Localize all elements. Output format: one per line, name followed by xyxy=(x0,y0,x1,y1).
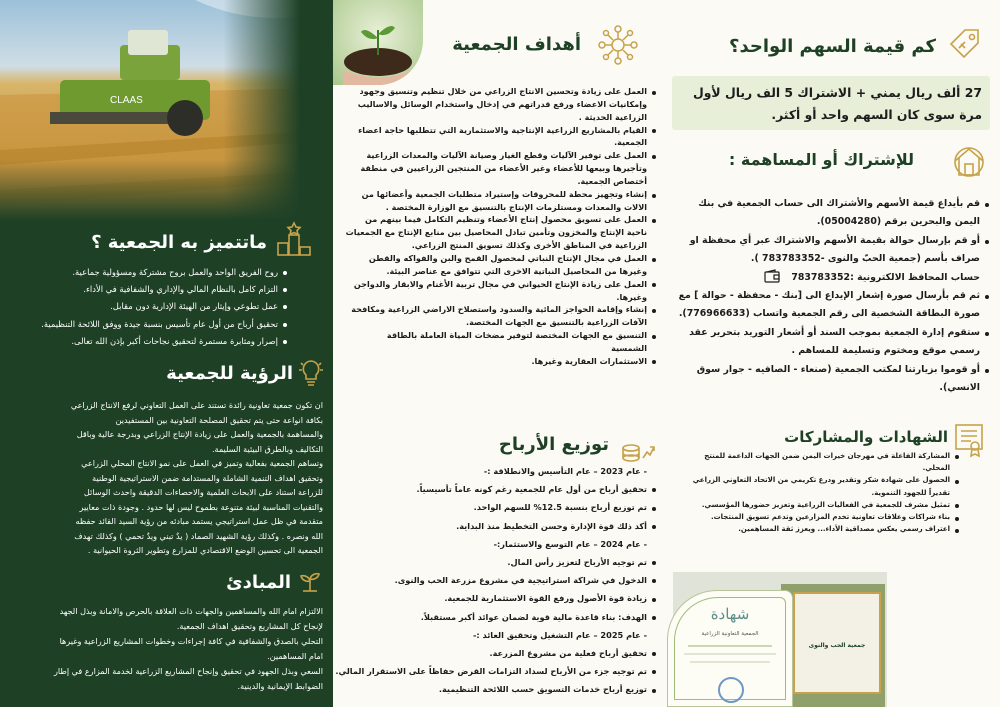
text-line: اعتراف رسمي يعكس مصداقية الأداء... ويعزز ثقة المساهمين. xyxy=(680,523,960,535)
text-line: المشاركة الفاعلة في مهرجان خيرات اليمن ضمن الجهات الداعمة للمنتج xyxy=(680,450,960,462)
harvest-photo xyxy=(0,0,333,220)
subscribe-text xyxy=(668,195,990,397)
bullet-dot xyxy=(652,155,656,159)
principles-title: المبادئ xyxy=(226,572,291,593)
network-icon xyxy=(595,22,641,68)
goals-title: أهداف الجمعية xyxy=(452,34,581,55)
text-line: العمل على تسويق محصول إنتاج الأعضاء وتنظيم التكامل فيما بينهم من xyxy=(335,213,657,226)
bullet-dot xyxy=(985,240,989,244)
text-line: الهدف: بناء قاعدة مالية قوية لضمان عوائد أكبر مستقبلاً. xyxy=(335,608,657,626)
text-line: الحصول على شهادة شكر وتقدير ودرع تكريمي من الاتحاد التعاوني الزراعي xyxy=(680,474,960,486)
distinct-title: ماتتميز به الجمعية ؟ xyxy=(91,232,267,253)
text-line: الشمسية xyxy=(611,342,647,353)
principles-text xyxy=(3,604,323,694)
svg-text:CLAAS: CLAAS xyxy=(110,95,143,106)
bullet-dot xyxy=(955,529,959,533)
text-line: الضوابط الإيمانية والدينية. xyxy=(237,681,323,691)
text-line: رسمي موقع ومختوم وتسليمة للمساهم . xyxy=(791,345,980,357)
text-line: بكافة انواعة حتى يتم تحقيق المصلحة التعاونية بين المستفيدين xyxy=(115,414,323,425)
text-line: الله ونصره . وكذلك رؤية الشهيد الصماد ( يدٌ تبني ويدٌ تحمي ) وكذلك تهدف xyxy=(74,530,323,541)
bullet-dot xyxy=(652,598,656,602)
price-tag-icon xyxy=(945,24,985,64)
certificate-word: شهادة xyxy=(710,605,750,623)
text-line: الالتزام امام الله والمساهمين والجهات ذات العلاقة بالحرص والامانة وبذل الجهد xyxy=(59,606,323,616)
bullet-dot xyxy=(985,369,989,373)
text-line: إنشاء وإقامة الحواجز المائية والسدود واستصلاح الاراضي الزراعية ومكافحة xyxy=(335,303,657,316)
bullet-dot xyxy=(652,309,656,313)
profits-title: توزيع الأرباح xyxy=(498,434,609,455)
text-line: العمل في مجال الإنتاج النباتي لمحصول القمح والبن والفواكه والقطن xyxy=(335,252,657,265)
certs-text xyxy=(680,450,960,535)
text-line: تقديراً للجهود التنموية. xyxy=(871,488,950,497)
text-line: صورة البطاقة الشخصية الى رقم الجمعية واتساب (776966633). xyxy=(678,308,980,320)
text-line: وتساهم الجمعية بفعالية وتميز في العمل على نمو الانتاج المحلي الزراعي xyxy=(81,458,323,468)
text-line: الدخول في شراكة استراتيجية في مشروع مزرعة الحب والنوى. xyxy=(335,571,657,589)
text-line: ان تكون جمعية تعاونية رائدة تستند على العمل التعاوني لرفع الانتاج الزراعي xyxy=(70,400,323,410)
text-line: وتأجيرها وبيعها للأعضاء وغير الأعضاء من المنتجين الزراعيين في منطقة xyxy=(360,163,647,174)
text-line: ناحية الإنتاج والمخزون وتأمين تبادل المحاصيل بين منابع الإنتاج مع الجمعيات xyxy=(345,227,647,238)
vision-title: الرؤية للجمعية xyxy=(166,363,293,384)
text-line: لإنجاح كل المشاريع وتحقيق اهداف الجمعية. xyxy=(176,621,323,631)
bullet-dot xyxy=(955,480,959,484)
text-line: الالات والمعدات ومستلزمات الإنتاج بالتنسيق مع الوزارة المختصة . xyxy=(385,201,647,212)
distinct-item: تحقيق أرباح من أول عام تأسيس بنسبة جيدة ووفق اللائحة التنظيمية. xyxy=(7,318,287,331)
text-line: الجمعية الى تحسين الوضع الاقتصادي للمزارع وتطوير الثروة الحيوانية . xyxy=(87,545,323,555)
wallet-icon xyxy=(763,268,781,284)
text-line: - عام 2023 – عام التأسيس والانطلاقة :- xyxy=(483,466,647,476)
text-line: أو قم بإرسال حوالة بقيمة الأسهم والاشتراك عبر أي محفظة او xyxy=(668,232,990,250)
text-line: الجمعية. xyxy=(614,137,647,148)
text-line: العمل على زيادة وتحسين الانتاج الزراعي من خلال تنظيم وتنسيق وجهود xyxy=(335,85,657,98)
bullet-dot xyxy=(652,561,656,565)
certificate-org-name: جمعية الحب والنوى xyxy=(808,642,866,649)
bullet-dot xyxy=(652,652,656,656)
podium-icon xyxy=(272,218,316,260)
bullet-dot xyxy=(955,504,959,508)
text-line: تحقيق أرباح فعلية من مشروع المزرعة. xyxy=(335,644,657,662)
bullet-dot xyxy=(652,689,656,693)
text-line: المحلي. xyxy=(922,464,950,473)
text-line: والتقنيات المناسبة لبيئة متنوعة بطموح ليس لها حدود . وجودة ذات معايير xyxy=(79,501,323,512)
text-line: وغيرها من المحاصيل النباتية الاخرى التي تتوافق مع عناصر البيئة. xyxy=(386,265,647,276)
bullet-dot xyxy=(955,455,959,459)
text-line: تم توزيع أرباح بنسبة 12.5% للسهم الواحد. xyxy=(335,498,657,516)
bullet-dot xyxy=(652,579,656,583)
text-line: الزراعية في المناطق الأخرى وكذلك تسويق المنتج الزراعي. xyxy=(411,240,647,251)
bullet-dot xyxy=(652,258,656,262)
bulb-icon xyxy=(296,357,326,387)
right-panel xyxy=(667,0,1000,707)
text-line: زيادة قوة الأصول ورفع القوة الاستثمارية للجمعية. xyxy=(335,589,657,607)
seedling-icon xyxy=(333,0,423,85)
distinct-item: روح الفريق الواحد والعمل بروح مشتركة ومسؤولية جماعية. xyxy=(7,266,287,279)
text-line: اليمن والبحرين برقم (05004280). xyxy=(816,216,980,228)
text-line: تمثيل مشرف للجمعية في الفعاليات الزراعية وتعزيز حضورها المؤسسي. xyxy=(680,499,960,511)
bullet-dot xyxy=(652,219,656,223)
text-line: امام المساهمين. xyxy=(267,651,323,661)
text-line: وتحقيق اهداف التنمية الشاملة والمستدامة ضمن الاستراتيجية الوطنية xyxy=(92,472,323,483)
bullet-dot xyxy=(985,203,989,207)
text-line: - عام 2025 – عام التشغيل وتحقيق العائد :- xyxy=(472,629,647,640)
text-line: وإمكانيات الاعضاء ورفع قدراتهم في إدخال واستخدام الوسائل والاساليب xyxy=(357,98,647,109)
bullet-dot xyxy=(652,129,656,133)
middle-panel xyxy=(333,0,667,707)
bullet-dot xyxy=(985,295,989,299)
bullet-dot xyxy=(652,670,656,674)
text-line: الانسي). xyxy=(939,382,980,394)
certificate-document xyxy=(667,590,793,707)
bullet-dot xyxy=(652,194,656,198)
text-line: العمل على توفير الآليات وقطع الغيار وصيانة الآليات والمعدات الزراعية xyxy=(335,149,657,162)
bullet-dot xyxy=(652,360,656,364)
text-line: وغيرها. xyxy=(616,291,647,302)
subscribe-title: للإشتراك أو المساهمة : xyxy=(728,150,914,169)
distinct-item: التزام كامل بالنظام المالي والإداري والشفافية في الأداء. xyxy=(7,283,287,296)
bullet-dot xyxy=(652,335,656,339)
bullet-dot xyxy=(652,507,656,511)
text-line: العمل على زيادة الإنتاج الحيواني في مجال تربية الأغنام والابقار والدواجن xyxy=(335,278,657,291)
text-line: تحقيق أرباح من أول عام للجمعية رغم كونه عاماً تأسيسياً. xyxy=(335,480,657,498)
distinct-list xyxy=(7,266,287,352)
bullet-dot xyxy=(652,91,656,95)
text-line: - عام 2024 – عام التوسع والاستثمار:- xyxy=(493,538,647,549)
bullet-dot xyxy=(985,332,989,336)
text-line: التنسيق مع الجهات المختصة لتوفير مضخات المياة العاملة بالطاقة xyxy=(335,329,657,342)
text-line: التكاليف وبالطرق البيئية السليمة. xyxy=(211,443,323,454)
text-line: تم توجيه الأرباح لتعزيز رأس المال. xyxy=(335,553,657,571)
seedling-photo xyxy=(333,0,423,85)
certificate-sub: الجمعية التعاونية الزراعية xyxy=(701,631,759,637)
text-line: إنشاء وتجهيز محطة للمحروقات وإستيراد متطلبات الجمعية وأعضائها من xyxy=(335,188,657,201)
share-text: 27 ألف ريال يمني + الاشتراك 5 الف ريال لأول مرة سوى كان السهم واحد أو أكثر. xyxy=(692,85,982,122)
text-line: أكد ذلك قوة الإدارة وحسن التخطيط منذ البداية. xyxy=(335,517,657,535)
text-line: ثم قم بأرسال صورة إشعار الإيداع الى [بنك - محفظة - حوالة ] مع xyxy=(668,287,990,305)
vision-text xyxy=(5,398,323,558)
text-line: تم توجيه جزء من الأرباح لسداد التزامات القرض حفاظاً على الاستقرار المالي. xyxy=(335,662,657,680)
bullet-dot xyxy=(955,517,959,521)
distinct-item: عمل تطوعي وإيثار من الهيئة الإدارية دون مقابل. xyxy=(7,300,287,313)
certs-title: الشهادات والمشاركات xyxy=(784,428,948,446)
text-line: القيام بالمشاريع الزراعية الإنتاجية والاستثمارية التي تتطلبها حاجة اعضاء xyxy=(335,124,657,137)
bullet-dot xyxy=(652,488,656,492)
text-line: والمساهمة بالجمعية والعمل على زيادة الإنتاج الزراعي وبدرجة عالية وباقل xyxy=(76,429,323,439)
text-line: الآفات الزراعية بالتنسيق مع الجهات المختصة. xyxy=(466,317,647,328)
bullet-dot xyxy=(652,525,656,529)
profits-text xyxy=(335,462,657,699)
text-line: ستقوم إدارة الجمعية بموجب السند أو أشعار التوريد بتحرير عقد xyxy=(668,324,990,342)
text-line: أختصاص الجمعية. xyxy=(577,175,647,186)
bullet-dot xyxy=(652,616,656,620)
text-line: أو قوموا بزيارتنا لمكتب الجمعية (صنعاء - الصافيه - جوار سوق xyxy=(668,361,990,379)
left-panel xyxy=(0,0,333,707)
house-icon xyxy=(949,142,989,182)
text-line: صراف بأسم (جمعية الحبّ والنوى -783783352 ). xyxy=(750,253,980,265)
seedling-small-icon xyxy=(296,567,324,595)
bullet-dot xyxy=(652,283,656,287)
text-line: السعي وبذل الجهود في تحقيق وإنجاح المشاريع الزراعية لخدمة المزارع في إطار xyxy=(54,666,323,676)
text-line: توزيع أرباح خدمات التسويق حسب اللائحة التنظيمية. xyxy=(335,680,657,698)
text-line: قم بأيداع قيمة الأسهم والأشتراك الى حساب الجمعية في بنك xyxy=(668,195,990,213)
goals-text xyxy=(335,85,657,368)
text-line: متقدمة في ظل عمل استراتيجي يستمد مبادئه من رؤية السيد القائد حفظه xyxy=(75,516,323,526)
text-line: بناء شراكات وعلاقات تعاونية تخدم المزارعين وتدعم تسويق المنتجات. xyxy=(680,511,960,523)
text-line: الزراعية الحديثة . xyxy=(578,111,647,122)
share-title: كم قيمة السهم الواحد؟ xyxy=(729,36,936,57)
text-line: حساب المحافظ الالكترونية :783783352 xyxy=(791,271,980,283)
text-line: التحلي بالصدق والشفافية في كافة إجراءات وخطوات المشاريع الزراعية وغيرها xyxy=(59,636,323,646)
text-line: للزراعة استناد على الابحاث العلمية والاحصاءات الدقيقة واحدث الوسائل xyxy=(83,487,323,497)
distinct-item: إصرار ومثابرة مستمرة لتحقيق نجاحات أكبر بإذن الله تعالى. xyxy=(7,335,287,348)
text-line: الاستثمارات العقارية وغيرها. xyxy=(335,355,657,368)
